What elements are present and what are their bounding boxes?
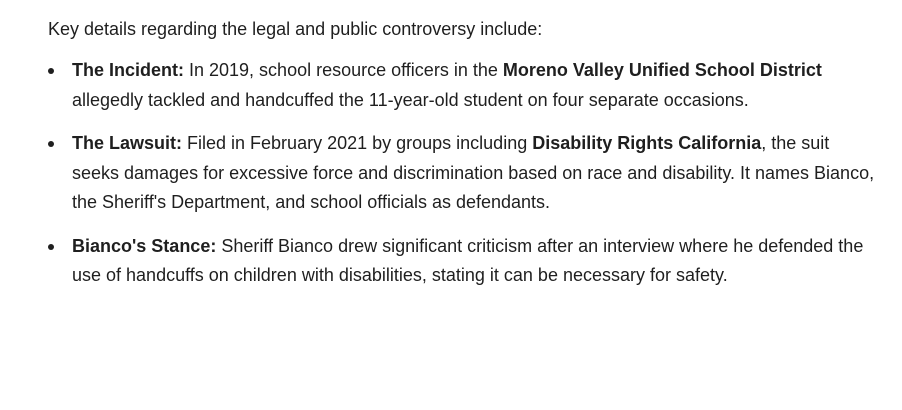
item-text: , the suit seeks damages for excessive force and discrimination based on race and disability. It names Bianco, the Sheriff's Department, and school officials as defendants. <box>72 133 875 212</box>
item-heading: The Incident: <box>72 60 184 80</box>
bullet-dot-icon <box>48 68 54 74</box>
item-heading: The Lawsuit: <box>72 133 183 153</box>
bullet-dot-icon <box>48 141 54 147</box>
item-text: allegedly tackled and handcuffed the 11-year-old student on four separate occasions. <box>72 89 749 110</box>
list-item-stance <box>48 232 878 291</box>
item-text: Filed in February 2021 by groups including <box>182 133 533 153</box>
item-text: In 2019, school resource officers in the <box>184 60 503 80</box>
intro-paragraph: Key details regarding the legal and public controversy include: <box>48 19 543 39</box>
list-item-incident <box>48 56 878 115</box>
bullet-dot-icon <box>48 244 54 250</box>
item-heading: Bianco's Stance: <box>72 235 217 256</box>
bullet-list <box>48 56 878 291</box>
item-emphasis: Moreno Valley Unified School District <box>502 60 822 80</box>
item-emphasis: Disability Rights California <box>532 133 762 153</box>
item-text: Sheriff Bianco drew significant criticism after an interview where he defended the use of handcuffs on children with disabilities, stating it can be necessary for safety. <box>72 235 864 285</box>
list-item-lawsuit <box>48 129 878 218</box>
